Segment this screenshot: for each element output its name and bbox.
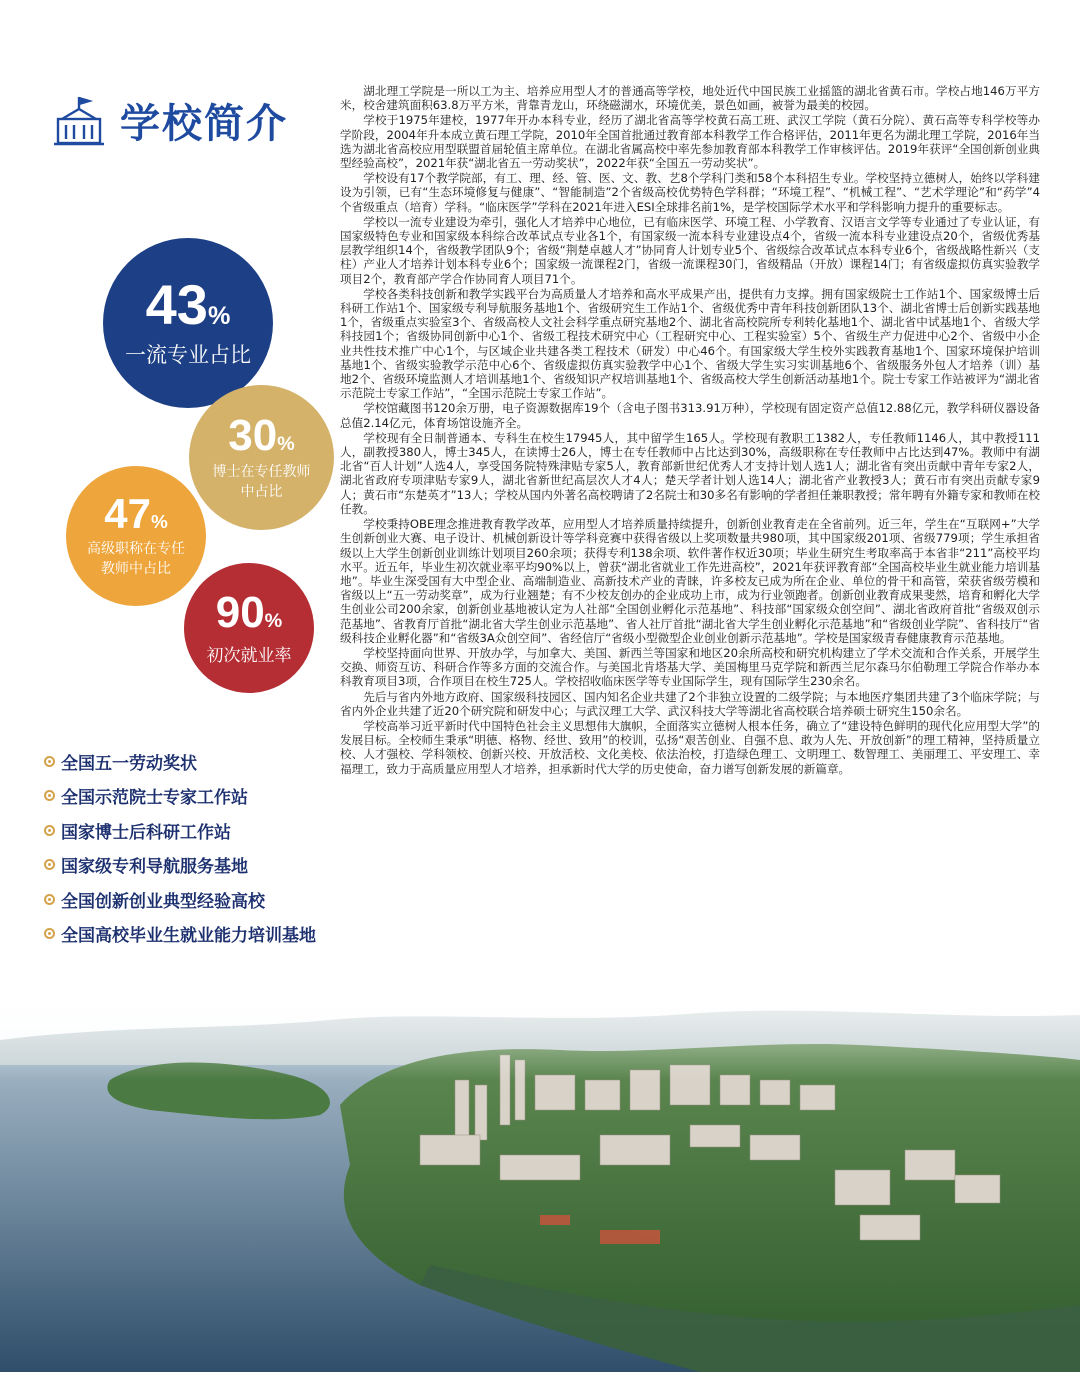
honors-list (44, 744, 316, 951)
paragraph: 学校秉持OBE理念推进教育教学改革，应用型人才培养质量持续提升，创新创业教育走在全省前列。近三年，学生在“互联网+”大学生创新创业大赛、电子设计、机械创新设计等学科竞赛中获得省级以上奖项数量共980项，其中国家级201项、省级779项；学生承担省级以上大学生创新创业训练计划项目260余项；获得专利138余项、软件著作权近30项；毕业生研究生考取率高于本省非“211”高校平均水平。近五年，毕业生初次就业率平均90%以上，曾获“湖北省就业工作先进高校”，2021年获评教育部“全国高校毕业生就业能力培训基地”。毕业生深受国有大中型企业、高端制造业、高新技术产业的青睐，许多校友已成为所在企业、单位的骨干和高管，荣获省级劳模和省级以上“五一劳动奖章”，成为行业翘楚；有不少校友创办的企业成功上市，成为行业领跑者。创新创业教育成果斐然，培育和孵化大学生创业公司200余家，创新创业基地被认定为人社部“全国创业孵化示范基地”、科技部“国家级众创空间”、湖北省政府首批“省级双创示范基地”、省教育厅首批“湖北省大学生创业示范基地”、省人社厅首批“湖北省大学生创业孵化示范基地”和“省级创业学院”、省科技厅“省级科技企业孵化器”和“省级3A众创空间”、省经信厅“省级小型微型企业创业创新示范基地”。学校是国家级青春健康教育示范基地。 (340, 517, 1040, 645)
bullet-icon (44, 825, 55, 836)
honor-item: 国家级专利导航服务基地 (44, 848, 316, 883)
bullet-icon (44, 859, 55, 870)
paragraph: 学校以一流专业建设为牵引，强化人才培养中心地位，已有临床医学、环境工程、小学教育、汉语言文学等专业通过了专业认证，有国家级特色专业和国家级本科综合改革试点专业各1个，有国家级一流本科专业建设点4个，省级一流本科专业建设点20个，省级优秀基层教学组织14个，省级教学团队9个；省级“荆楚卓越人才”协同育人计划专业5个、省级综合改革试点本科专业6个，省级战略性新兴（支柱）产业人才培养计划本科专业6个；国家级一流课程2门，省级一流课程30门，省级精品（开放）课程14门；有省级虚拟仿真实验教学项目2个，教育部产学合作协同育人项目71个。 (340, 214, 1040, 286)
paragraph: 学校现有全日制普通本、专科生在校生17945人，其中留学生165人。学校现有教职工1382人，专任教师1146人，其中教授111人，副教授380人，博士345人，在读博士26人，博士在专任教师中占比达到30%，高级职称在专任教师中占比达到47%。教师中有湖北省“百人计划”人选4人，享受国务院特殊津贴专家5人，教育部新世纪优秀人才支持计划人选1人；湖北省有突出贡献中青年专家2人，湖北省政府专项津贴专家9人，湖北省新世纪高层次人才4人；楚天学者计划人选14人；湖北省产业教授3人；黄石市有突出贡献专家9人；黄石市“东楚英才”13人；学校从国内外著名高校聘请了2名院士和30多名有影响的学者担任兼职教授；常年聘有外籍专家和教师在校任教。 (340, 430, 1040, 516)
paragraph: 学校馆藏图书120余万册，电子资源数据库19个（含电子图书313.91万种），学校现有固定资产总值12.88亿元，教学科研仪器设备总值2.14亿元，体育场馆设施齐全。 (340, 401, 1040, 430)
stat-circle-phd-ratio (189, 385, 334, 530)
honor-item: 全国示范院士专家工作站 (44, 779, 316, 814)
stat-value: 43% (145, 273, 231, 336)
stat-value: 90% (215, 587, 283, 637)
paragraph: 湖北理工学院是一所以工为主、培养应用型人才的普通高等学校，地处近代中国民族工业摇篮的湖北省黄石市。学校占地146万平方米，校舍建筑面积63.8万平方米，背靠青龙山，环绕磁湖水，环境优美，景色如画，被誉为最美的校园。 (340, 84, 1040, 113)
section-title (52, 92, 288, 149)
bullet-icon (44, 790, 55, 801)
paragraph: 学校坚持面向世界、开放办学，与加拿大、美国、新西兰等国家和地区20余所高校和研究机构建立了学术交流和合作关系，开展学生交换、师资互访、科研合作等多方面的交流合作。与美国北肯塔基大学、美国梅里马克学院和新西兰尼尔森马尔伯勒理工学院合作举办本科教育项目3项，合作项目在校生725人。学校招收临床医学等专业国际学生，现有国际学生230余名。 (340, 645, 1040, 689)
paragraph: 先后与省内外地方政府、国家级科技园区、国内知名企业共建了2个非独立设置的二级学院；与本地医疗集团共建了3个临床学院；与省内外企业共建了近20个研究院和研发中心；与武汉理工大学、武汉科技大学等湖北省高校联合培养硕士研究生150余名。 (340, 689, 1040, 718)
honor-item: 国家博士后科研工作站 (44, 813, 316, 848)
paragraph: 学校高举习近平新时代中国特色社会主义思想伟大旗帜，全面落实立德树人根本任务，确立了“建设特色鲜明的现代化应用型大学”的发展目标。全校师生秉承“明德、格物、经世、致用”的校训，弘扬“艰苦创业、自强不息、敢为人先、开放创新”的理工精神，坚持质量立校、人才强校、学科领校、创新兴校、开放活校、文化美校、依法治校，打造绿色理工、文明理工、数智理工、美丽理工、平安理工、幸福理工，致力于高质量应用型人才培养，担承新时代大学的历史使命，奋力谱写创新发展的新篇章。 (340, 718, 1040, 776)
paragraph: 学校各类科技创新和教学实践平台为高质量人才培养和高水平成果产出，提供有力支撑。拥有国家级院士工作站1个、国家级博士后科研工作站1个、国家级专利导航服务基地1个、省级研究生工作站1个、省级优秀中青年科技创新团队13个、湖北省博士后创新实践基地1个，省级重点实验室3个、省级高校人文社会科学重点研究基地2个、湖北省高校院所专利转化基地1个、湖北省中试基地1个、省级大学科技园1个；省级协同创新中心1个、省级工程技术研究中心（工程研究中心、工程实验室）5个、省级生产力促进中心2个、省级中小企业共性技术推广中心1个，与区域企业共建各类工程技术（研发）中心46个。有国家级大学生校外实践教育基地1个、国家环境保护培训基地1个、省级实验教学示范中心6个、省级虚拟仿真实验教学中心1个、省级大学生实习实训基地6个、省级服务外包人才培养（训）基地2个、省级环境监测人才培训基地1个、省级知识产权培训基地1个、省级高校大学生创新活动基地1个。院士专家工作站被评为“湖北省示范院士专家工作站”，“全国示范院士专家工作站”。 (340, 286, 1040, 401)
stat-label: 博士在专任教师 中占比 (212, 463, 311, 500)
honor-item: 全国五一劳动奖状 (44, 744, 316, 779)
page-title: 学校简介 (120, 101, 288, 147)
stat-circle-employment-rate (184, 563, 314, 693)
stat-label: 一流专业占比 (125, 343, 251, 367)
honor-item: 全国创新创业典型经验高校 (44, 882, 316, 917)
school-building-icon (52, 95, 106, 147)
stat-value: 47% (104, 490, 168, 537)
paragraph: 学校于1975年建校，1977年开办本科专业，经历了湖北省高等学校黄石高工班、武汉工学院（黄石分院）、黄石高等专科学校等办学阶段，2004年升本成立黄石理工学院，2010年全国首批通过教育部本科教学工作合格评估，2011年更名为湖北理工学院，2016年当选为湖北省高校应用型联盟首届轮值主席单位。在湖北省属高校中率先参加教育部本科教学工作审核评估。2019年获评“全国创新创业典型经验高校”，2021年获“湖北省五一劳动奖状”，2022年获“全国五一劳动奖状”。 (340, 113, 1040, 171)
stat-label: 高级职称在专任 教师中占比 (87, 541, 185, 577)
bullet-icon (44, 928, 55, 939)
introduction-text (340, 84, 1040, 777)
paragraph: 学校设有17个教学院部，有工、理、经、管、医、文、教、艺8个学科门类和58个本科招生专业。学校坚持立德树人，始终以学科建设为引领，已有“生态环境修复与健康”、“智能制造”2个省级高校优势特色学科群；“环境工程”、“机械工程”、“艺术学理论”和“药学”4个省级重点（培育）学科。“临床医学”学科在2021年进入ESI全球排名前1%，是学校国际学术水平和学科影响力提升的重要标志。 (340, 171, 1040, 214)
photo-fade (0, 960, 1080, 1080)
stat-circle-senior-title-ratio (66, 466, 206, 606)
stat-circle-first-class-majors (103, 238, 273, 408)
stat-value: 30% (228, 410, 295, 460)
stat-label: 初次就业率 (206, 645, 292, 666)
bullet-icon (44, 756, 55, 767)
bullet-icon (44, 894, 55, 905)
honor-item: 全国高校毕业生就业能力培训基地 (44, 917, 316, 952)
